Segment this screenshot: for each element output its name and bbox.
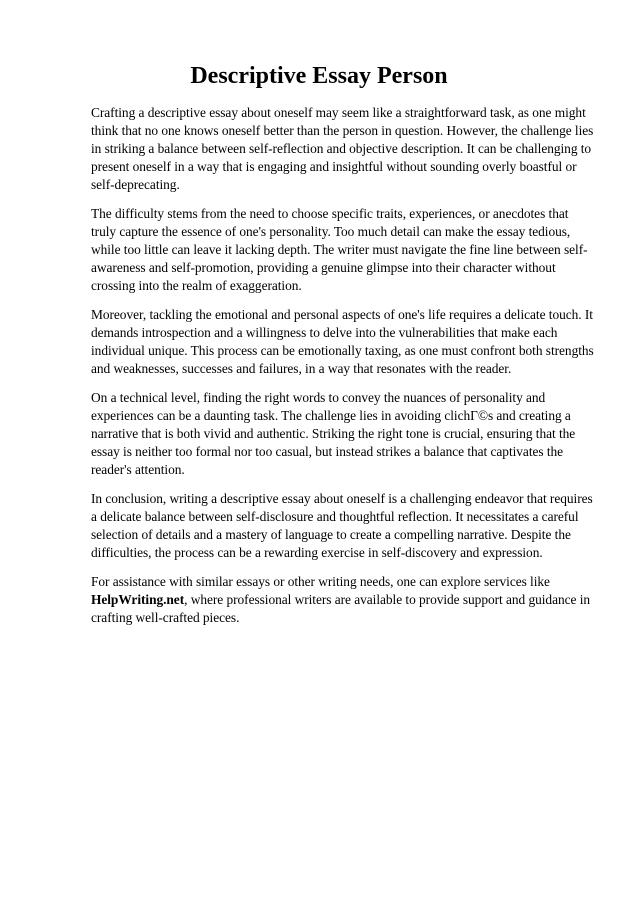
paragraph-3: Moreover, tackling the emotional and personal aspects of one's life requires a delicate touch. It demands introspection and a willingness to delve into the vulnerabilities that make each individual unique. This process can be emotionally taxing, as one must confront both strengths and weaknesses, successes and failures, in a way that resonates with the reader. xyxy=(91,307,594,376)
helpwriting-link[interactable]: HelpWriting.net xyxy=(91,592,185,607)
paragraph-2: The difficulty stems from the need to choose specific traits, experiences, or anecdotes that truly capture the essence of one's personality. Too much detail can make the essay tedious, while too little can leave it lacking depth. The writer must navigate the fine line between self-awareness and self-promotion, providing a genuine glimpse into their character without crossing into the realm of exaggeration. xyxy=(91,206,588,293)
paragraph-4: On a technical level, finding the right words to convey the nuances of personality and experiences can be a daunting task. The challenge lies in avoiding clichГ©s and creating a narrative that is both vivid and authentic. Striking the right tone is crucial, ensuring that the essay is neither too formal nor too casual, but instead strikes a balance that captivates the reader's attention. xyxy=(91,390,576,477)
page-title: Descriptive Essay Person xyxy=(190,63,448,89)
document-body xyxy=(91,104,596,638)
paragraph-6-intro: For assistance with similar essays or other writing needs, one can explore services like xyxy=(91,574,550,589)
paragraph-6-rest: , where professional writers are available to provide support and guidance in crafting well-crafted pieces. xyxy=(91,592,591,625)
paragraph-6 xyxy=(91,573,596,627)
paragraph-5: In conclusion, writing a descriptive essay about oneself is a challenging endeavor that requires a delicate balance between self-disclosure and thoughtful reflection. It necessitates a careful selection of details and a mastery of language to create a compelling narrative. Despite the difficulties, the process can be a rewarding exercise in self-discovery and expression. xyxy=(91,491,593,560)
paragraph-1: Crafting a descriptive essay about oneself may seem like a straightforward task, as one might think that no one knows oneself better than the person in question. However, the challenge lies in striking a balance between self-reflection and objective description. It can be challenging to present oneself in a way that is engaging and insightful without sounding overly boastful or self-deprecating. xyxy=(91,105,594,192)
